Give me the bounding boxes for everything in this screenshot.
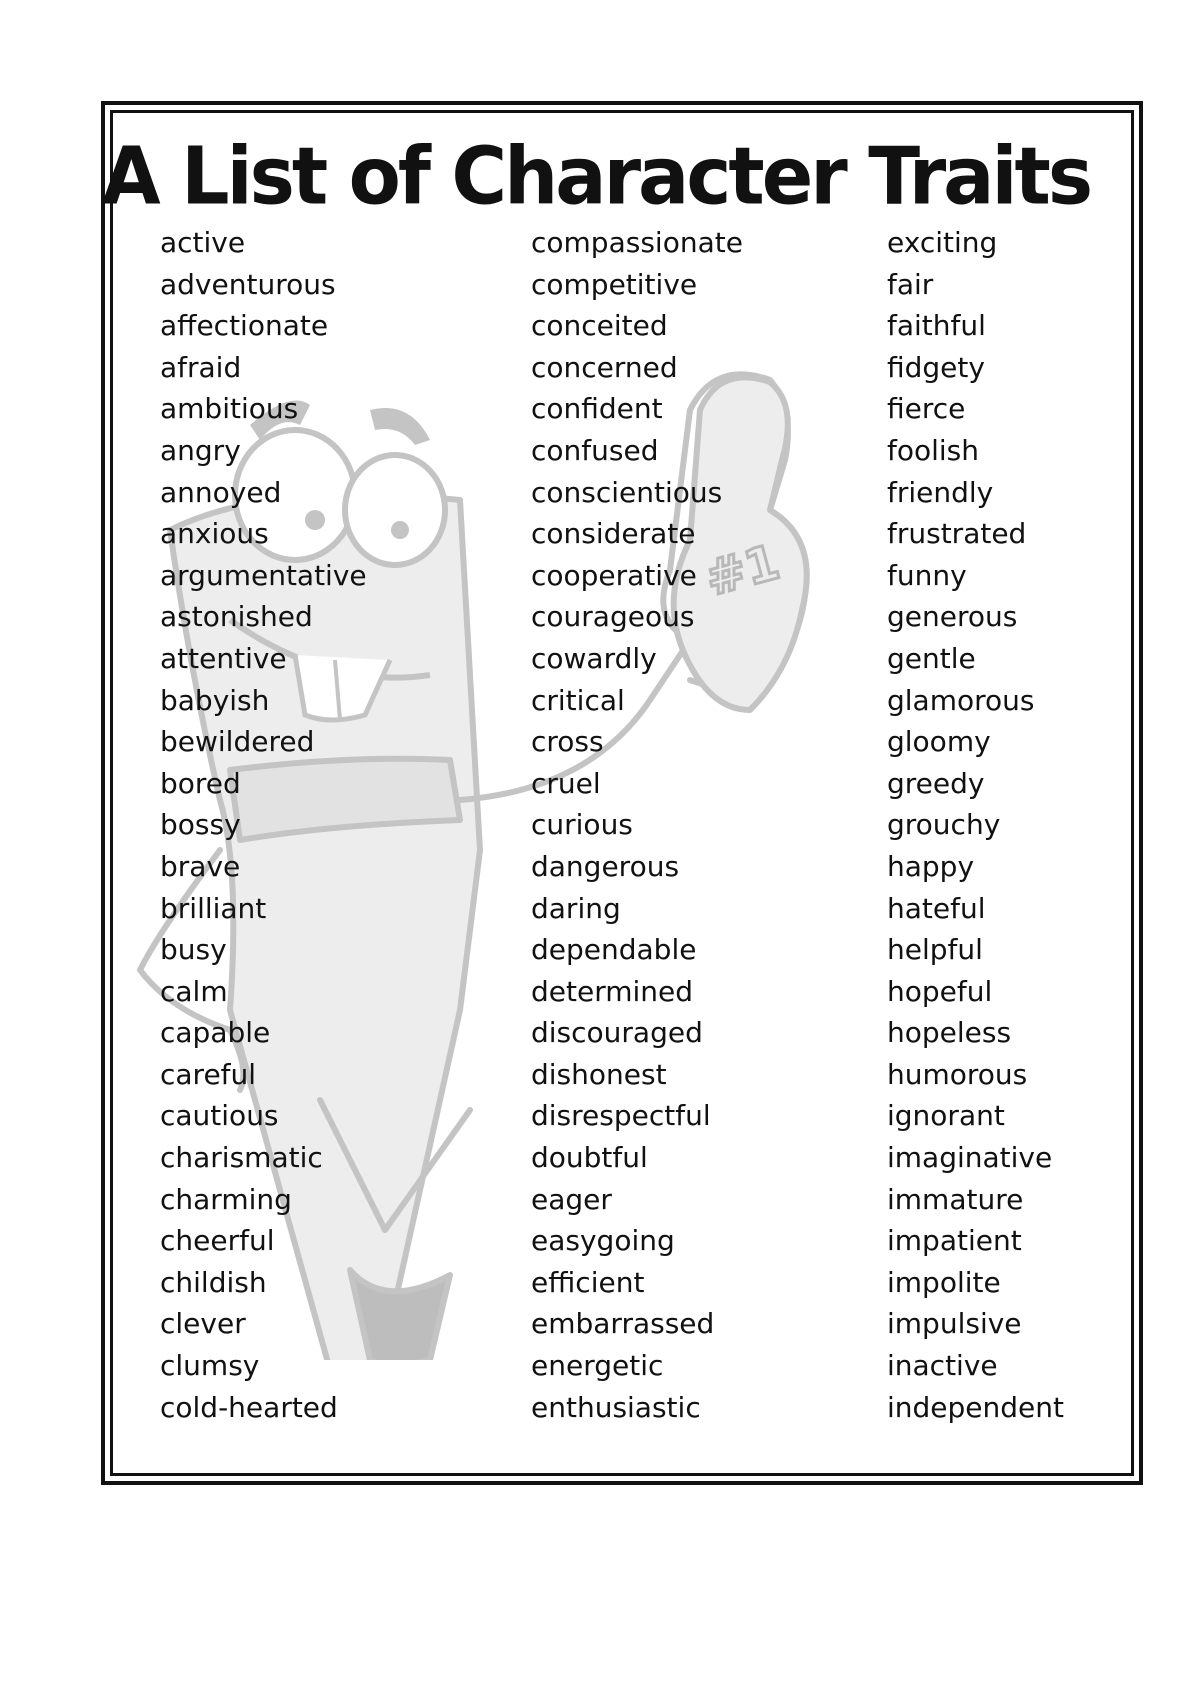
trait-item: cruel	[531, 766, 601, 800]
traits-column-2	[531, 222, 743, 1428]
trait-item: cold-hearted	[160, 1390, 338, 1424]
trait-item: energetic	[531, 1349, 664, 1383]
trait-item: hopeful	[887, 974, 993, 1008]
trait-item: argumentative	[160, 558, 367, 592]
trait-item: conscientious	[531, 475, 723, 509]
trait-item: impolite	[887, 1265, 1001, 1299]
trait-item: busy	[160, 933, 227, 967]
trait-item: cooperative	[531, 558, 697, 592]
trait-item: cautious	[160, 1099, 279, 1133]
trait-item: conceited	[531, 309, 668, 343]
page-title: A List of Character Traits	[101, 128, 1091, 223]
trait-item: fierce	[887, 392, 966, 426]
trait-item: immature	[887, 1182, 1024, 1216]
trait-item: clever	[160, 1307, 246, 1341]
trait-item: ignorant	[887, 1099, 1005, 1133]
trait-item: brilliant	[160, 891, 267, 925]
trait-item: attentive	[160, 641, 287, 675]
trait-item: bewildered	[160, 725, 315, 759]
trait-item: charming	[160, 1182, 292, 1216]
trait-item: doubtful	[531, 1141, 648, 1175]
trait-item: cheerful	[160, 1224, 275, 1258]
trait-item: friendly	[887, 475, 994, 509]
trait-item: calm	[160, 974, 228, 1008]
trait-item: grouchy	[887, 808, 1001, 842]
trait-item: charismatic	[160, 1141, 323, 1175]
trait-item: impatient	[887, 1224, 1022, 1258]
trait-item: humorous	[887, 1057, 1028, 1091]
trait-item: competitive	[531, 267, 698, 301]
trait-item: imaginative	[887, 1141, 1053, 1175]
trait-item: eager	[531, 1182, 612, 1216]
trait-item: dependable	[531, 933, 697, 967]
trait-item: babyish	[160, 683, 270, 717]
trait-item: hateful	[887, 891, 986, 925]
trait-item: childish	[160, 1265, 267, 1299]
trait-item: disrespectful	[531, 1099, 711, 1133]
trait-item: confident	[531, 392, 663, 426]
trait-item: greedy	[887, 766, 985, 800]
trait-item: glamorous	[887, 683, 1035, 717]
trait-item: considerate	[531, 517, 696, 551]
trait-item: funny	[887, 558, 967, 592]
trait-item: independent	[887, 1390, 1064, 1424]
traits-column-3	[887, 222, 1064, 1428]
trait-item: capable	[160, 1016, 271, 1050]
trait-item: anxious	[160, 517, 269, 551]
trait-item: concerned	[531, 350, 678, 384]
trait-item: generous	[887, 600, 1018, 634]
trait-item: faithful	[887, 309, 986, 343]
trait-item: cowardly	[531, 641, 657, 675]
trait-item: helpful	[887, 933, 983, 967]
trait-item: dishonest	[531, 1057, 667, 1091]
trait-item: impulsive	[887, 1307, 1022, 1341]
trait-item: bored	[160, 766, 241, 800]
trait-item: afraid	[160, 350, 242, 384]
trait-item: easygoing	[531, 1224, 675, 1258]
trait-item: fidgety	[887, 350, 985, 384]
trait-item: annoyed	[160, 475, 282, 509]
trait-item: astonished	[160, 600, 313, 634]
trait-item: dangerous	[531, 849, 680, 883]
trait-item: angry	[160, 433, 241, 467]
trait-item: affectionate	[160, 309, 329, 343]
trait-item: exciting	[887, 226, 998, 259]
trait-item: compassionate	[531, 226, 743, 259]
trait-item: foolish	[887, 433, 980, 467]
trait-item: brave	[160, 849, 241, 883]
trait-item: curious	[531, 808, 633, 842]
trait-item: inactive	[887, 1349, 998, 1383]
trait-item: active	[160, 226, 246, 259]
trait-item: fair	[887, 267, 934, 301]
trait-item: embarrassed	[531, 1307, 715, 1341]
trait-item: adventurous	[160, 267, 336, 301]
foam-finger-label: #1	[699, 534, 786, 608]
trait-item: enthusiastic	[531, 1390, 701, 1424]
trait-item: ambitious	[160, 392, 299, 426]
trait-item: careful	[160, 1057, 257, 1091]
trait-item: gentle	[887, 641, 976, 675]
trait-item: discouraged	[531, 1016, 703, 1050]
traits-column-1	[160, 222, 367, 1428]
trait-item: daring	[531, 891, 621, 925]
trait-item: hopeless	[887, 1016, 1012, 1050]
trait-item: bossy	[160, 808, 241, 842]
trait-item: efficient	[531, 1265, 645, 1299]
trait-item: clumsy	[160, 1349, 260, 1383]
trait-item: gloomy	[887, 725, 991, 759]
trait-item: courageous	[531, 600, 695, 634]
trait-item: confused	[531, 433, 659, 467]
trait-item: cross	[531, 725, 604, 759]
trait-item: critical	[531, 683, 625, 717]
trait-item: happy	[887, 849, 975, 883]
trait-item: frustrated	[887, 517, 1027, 551]
trait-item: determined	[531, 974, 694, 1008]
